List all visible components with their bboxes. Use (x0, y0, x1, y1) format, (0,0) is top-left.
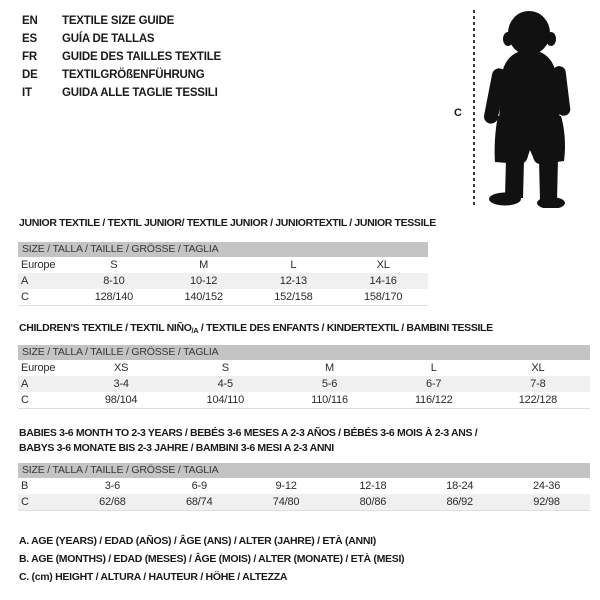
table-cell: S (221, 362, 229, 374)
toddler-silhouette-icon (482, 8, 577, 208)
table-cell: XL (376, 259, 390, 271)
table-cell: 5-6 (321, 378, 338, 390)
table-row (18, 478, 590, 494)
toddler-figure (450, 0, 600, 215)
row-label: A (21, 275, 29, 287)
language-row (22, 84, 221, 102)
table-cell: 3-6 (104, 480, 121, 492)
table-cell: 62/68 (99, 496, 126, 508)
table-row (18, 392, 590, 408)
children-size-table (18, 345, 590, 409)
table-cell: M (199, 259, 209, 271)
section-title-line (19, 216, 436, 231)
table-cell: 86/92 (446, 496, 473, 508)
table-cell: S (110, 259, 118, 271)
table-cell: XS (113, 362, 129, 374)
table-row (18, 360, 590, 376)
language-guide-title: TEXTILGRÖßENFÜHRUNG (62, 69, 205, 81)
legend-footnotes (19, 532, 404, 586)
table-cell: 24-36 (532, 480, 561, 492)
table-cell: 18-24 (446, 480, 474, 492)
language-row (22, 30, 221, 48)
language-row (22, 12, 221, 30)
row-label: C (21, 496, 29, 508)
table-cell: 98/104 (104, 394, 138, 406)
table-cell: 6-9 (191, 480, 207, 492)
height-measure-dashed-line (473, 10, 475, 208)
table-cell: 10-12 (190, 275, 218, 287)
table-cell: 6-7 (426, 378, 442, 390)
table-cell: 14-16 (369, 275, 397, 287)
language-guide-title: TEXTILE SIZE GUIDE (62, 15, 175, 27)
language-row (22, 66, 221, 84)
language-code: ES (22, 33, 37, 45)
section-title-junior (19, 216, 436, 231)
table-cell: M (325, 362, 334, 374)
title-segment: BABYS 3-6 MONATE BIS 2-3 JAHRE / BAMBINI 3-6 MESI A 2-3 ANNI (19, 442, 334, 454)
table-cell: 68/74 (185, 496, 213, 508)
row-label: A (21, 378, 29, 390)
table-cell: 122/128 (518, 394, 558, 406)
footnote-line: C. (cm) HEIGHT / ALTURA / HAUTEUR / HÖHE / ALTEZZA (19, 571, 288, 583)
table-cell: 7-8 (530, 378, 546, 390)
row-label: Europe (21, 362, 56, 374)
table-row (18, 494, 590, 510)
table-cell: 3-4 (113, 378, 129, 390)
table-cell: 8-10 (103, 275, 125, 287)
table-cell: 104/110 (206, 394, 245, 406)
table-cell: XL (531, 362, 545, 374)
table-cell: 158/170 (363, 291, 403, 303)
title-segment: CHILDREN'S TEXTILE / TEXTIL NIÑO (19, 322, 192, 334)
footnote-line: A. AGE (YEARS) / EDAD (AÑOS) / ÂGE (ANS) / ALTER (JAHRE) / ETÀ (ANNI) (19, 535, 376, 547)
row-label: B (21, 480, 29, 492)
table-cell: 140/152 (184, 291, 223, 303)
table-row (18, 289, 428, 305)
table-cell: L (430, 362, 437, 374)
language-code: DE (22, 69, 38, 81)
title-segment: BABIES 3-6 MONTH TO 2-3 YEARS / BEBÉS 3-6 MESES A 2-3 AÑOS / BÉBÉS 3-6 MOIS À 2-3 ANS / (19, 427, 478, 439)
table-cell: 116/122 (414, 394, 453, 406)
table-cell: 12-13 (279, 275, 307, 287)
language-code: IT (22, 87, 32, 99)
height-measure-label: C (454, 107, 462, 119)
size-header-bar: SIZE / TALLA / TAILLE / GRÖSSE / TAGLIA (18, 345, 590, 360)
table-row (18, 376, 590, 392)
language-code: EN (22, 15, 38, 27)
language-title-list (22, 12, 221, 102)
section-title-line (19, 321, 493, 336)
language-guide-title: GUIDA ALLE TAGLIE TESSILI (62, 87, 218, 99)
table-cell: 9-12 (275, 480, 297, 492)
junior-size-table (18, 242, 428, 306)
table-cell: 128/140 (94, 291, 134, 303)
table-cell: 74/80 (272, 496, 300, 508)
size-header-bar: SIZE / TALLA / TAILLE / GRÖSSE / TAGLIA (18, 242, 428, 257)
row-label: C (21, 394, 29, 406)
section-title-line (19, 441, 477, 456)
table-row (18, 257, 428, 273)
size-header-bar: SIZE / TALLA / TAILLE / GRÖSSE / TAGLIA (18, 463, 590, 478)
title-segment: JUNIOR TEXTILE / TEXTIL JUNIOR/ TEXTILE JUNIOR / JUNIORTEXTIL / JUNIOR TESSILE (19, 217, 436, 229)
section-title-babies (19, 426, 477, 456)
table-cell: 4-5 (217, 378, 233, 390)
language-guide-title: GUÍA DE TALLAS (62, 33, 155, 45)
table-cell: 80/86 (359, 496, 387, 508)
section-title-children (19, 321, 493, 336)
table-row (18, 273, 428, 289)
table-cell: 152/158 (274, 291, 313, 303)
babies-size-table (18, 463, 590, 511)
title-segment: /A (191, 326, 199, 335)
language-row (22, 48, 221, 66)
title-segment: / TEXTILE DES ENFANTS / KINDERTEXTIL / BAMBINI TESSILE (198, 322, 493, 334)
language-guide-title: GUIDE DES TAILLES TEXTILE (62, 51, 221, 63)
table-cell: L (290, 259, 297, 271)
table-cell: 12-18 (359, 480, 387, 492)
row-label: Europe (21, 259, 56, 271)
table-cell: 110/116 (311, 394, 348, 406)
footnote-line: B. AGE (MONTHS) / EDAD (MESES) / ÂGE (MOIS) / ALTER (MONATE) / ETÀ (MESI) (19, 553, 405, 565)
row-label: C (21, 291, 29, 303)
section-title-line (19, 426, 477, 441)
table-cell: 92/98 (533, 496, 560, 508)
language-code: FR (22, 51, 37, 63)
